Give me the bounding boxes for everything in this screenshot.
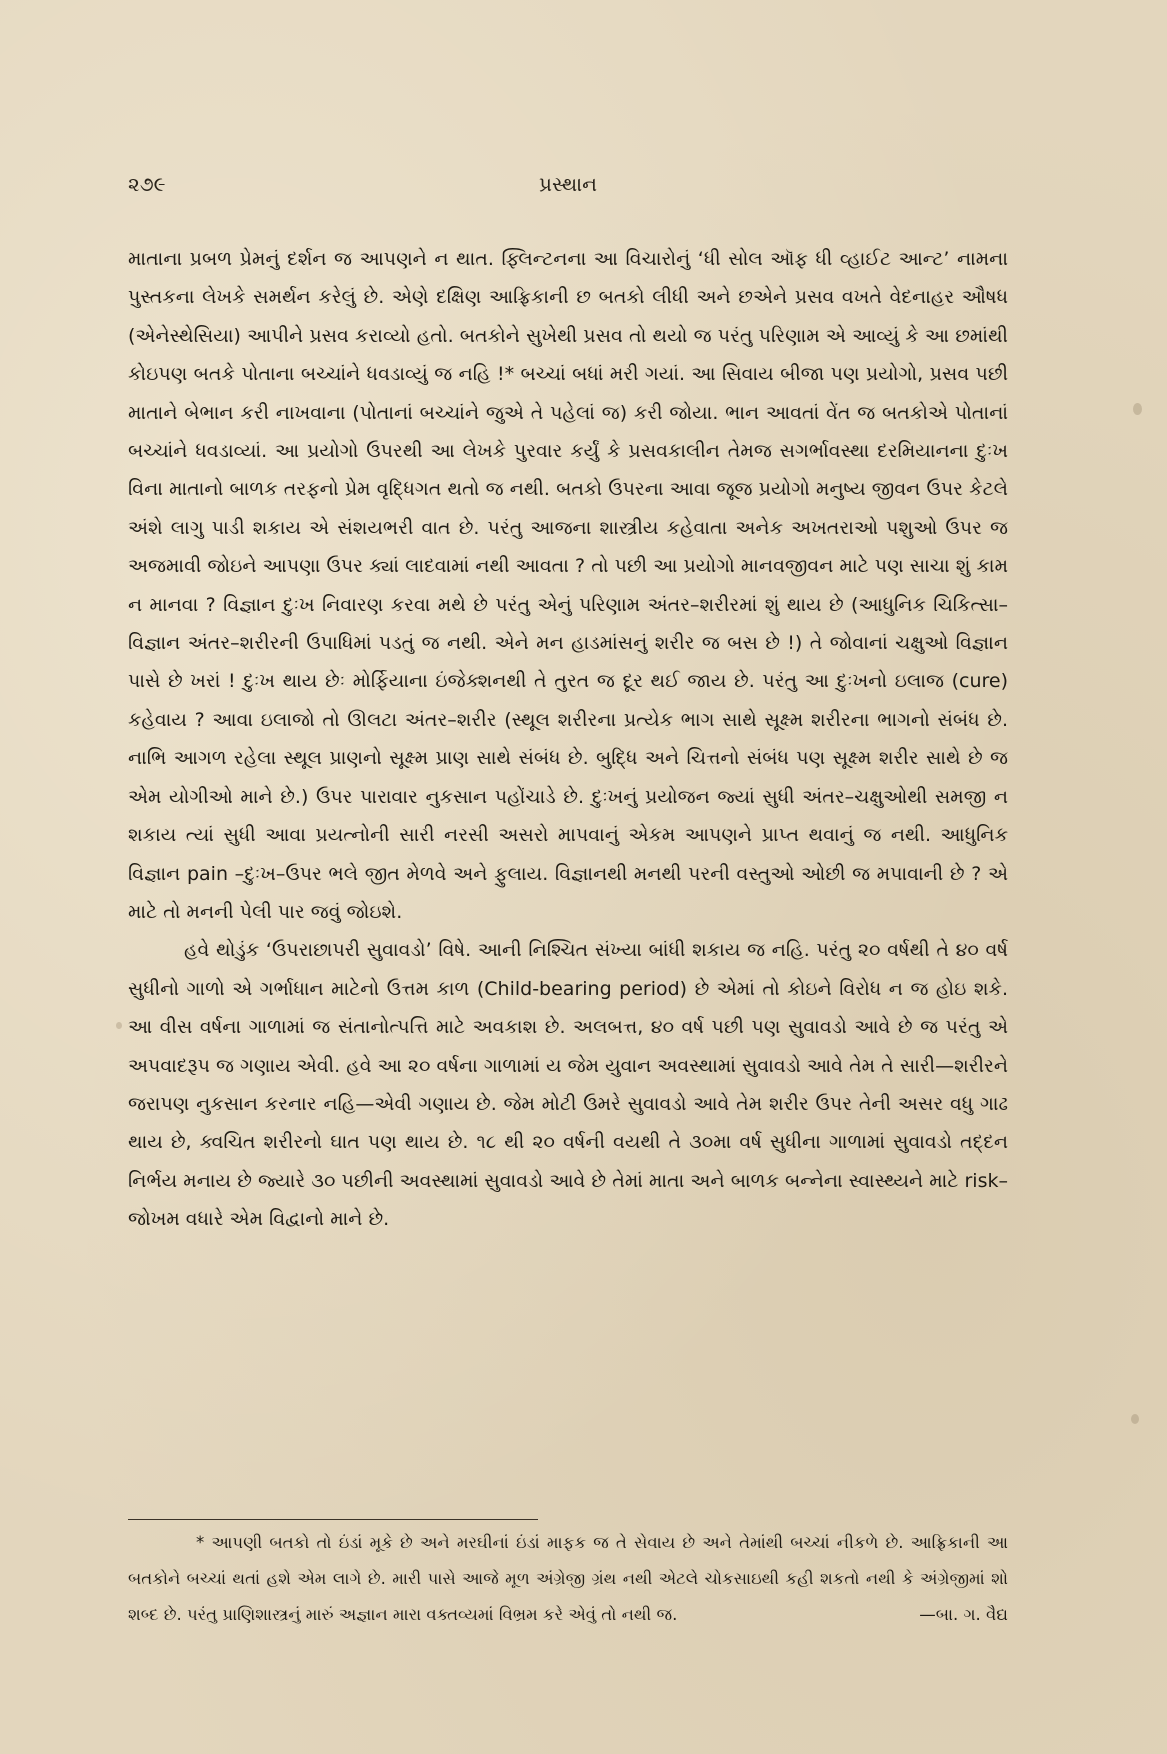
page-number: ૨૭૯ (128, 172, 166, 196)
paragraph: માતાના પ્રબળ પ્રેમનું દર્શન જ આપણને ન થાત. ફ્લિન્ટનના આ વિચારોનું ‘ધી સોલ ઑફ ધી વ્હાઈટ આન્ટ’ નામના પુસ્તકના લેખકે સમર્થન કરેલું છે. એણે દક્ષિણ આફ્રિકાની છ બતકો લીધી અને છએને પ્રસવ વખતે વેદનાહર ઔષધ (એનેસ્થેસિયા) આપીને પ્રસવ કરાવ્યો હતો. બતકોને સુખેથી પ્રસવ તો થયો જ પરંતુ પરિણામ એ આવ્યું કે આ છમાંથી કોઇપણ બતકે પોતાના બચ્ચાંને ધવડાવ્યું જ નહિ !* બચ્ચાં બધાં મરી ગયાં. આ સિવાય બીજા પણ પ્રયોગો, પ્રસવ પછી માતાને બેભાન કરી નાખવાના (પોતાનાં બચ્ચાંને જુએ તે પહેલાં જ) કરી જોયા. ભાન આવતાં વેંત જ બતકોએ પોતાનાં બચ્ચાંને ધવડાવ્યાં. આ પ્રયોગો ઉપરથી આ લેખકે પુરવાર કર્યું કે પ્રસવકાલીન તેમજ સગર્ભાવસ્થા દરમિયાનના દુઃખ વિના માતાનો બાળક તરફનો પ્રેમ વૃદ્ધિગત થતો જ નથી. બતકો ઉપરના આવા જૂજ પ્રયોગો મનુષ્ય જીવન ઉપર કેટલે અંશે લાગુ પાડી શકાય એ સંશયભરી વાત છે. પરંતુ આજના શાસ્ત્રીય કહેવાતા અનેક અખતરાઓ પશુઓ ઉપર જ અજમાવી જોઇને આપણા ઉપર ક્યાં લાદવામાં નથી આવતા ? તો પછી આ પ્રયોગો માનવજીવન માટે પણ સાચા શું કામ ન માનવા ? વિજ્ઞાન દુઃખ નિવારણ કરવા મથે છે પરંતુ એનું પરિણામ અંતર–શરીરમાં શું થાય છે (આધુનિક ચિકિત્સા–વિજ્ઞાન અંતર–શરીરની ઉપાધિમાં પડતું જ નથી. એને મન હાડમાંસનું શરીર જ બસ છે !) તે જોવાનાં ચક્ષુઓ વિજ્ઞાન પાસે છે ખરાં ! દુઃખ થાય છેઃ મોર્ફિયાના ઇંજેક્શનથી તે તુરત જ દૂર થઈ જાય છે. પરંતુ આ દુઃખનો ઇલાજ (cure) કહેવાય ? આવા ઇલાજો તો ઊલટા અંતર–શરીર (સ્થૂલ શરીરના પ્રત્યેક ભાગ સાથે સૂક્ષ્મ શરીરના ભાગનો સંબંધ છે. નાભિ આગળ રહેલા સ્થૂલ પ્રાણનો સૂક્ષ્મ પ્રાણ સાથે સંબંધ છે. બુદ્ધિ અને ચિત્તનો સંબંધ પણ સૂક્ષ્મ શરીર સાથે છે જ એમ યોગીઓ માને છે.) ઉપર પારાવાર નુકસાન પહોંચાડે છે. દુઃખનું પ્રયોજન જ્યાં સુધી અંતર–ચક્ષુઓથી સમજી ન શકાય ત્યાં સુધી આવા પ્રયત્નોની સારી નરસી અસરો માપવાનું એકમ આપણને પ્રાપ્ત થવાનું જ નથી. આધુનિક વિજ્ઞાન pain –દુઃખ–ઉપર ભલે જીત મેળવે અને ફુલાય. વિજ્ઞાનથી મનથી પરની વસ્તુઓ ઓછી જ મપાવાની છે ? એ માટે તો મનની પેલી પાર જવું જોઇશે. (128, 248, 1008, 923)
page-blemish (116, 1022, 122, 1029)
page-blemish (1131, 1414, 1139, 1424)
body-text (128, 240, 1008, 1239)
running-title: પ્રસ્થાન (538, 172, 598, 196)
footnote-divider (128, 1519, 538, 1520)
footnote (128, 1525, 1008, 1632)
running-head (128, 172, 1008, 202)
footnote-signature: —બા. ગ. વૈદ્ય (919, 1604, 1008, 1624)
page-blemish (1133, 403, 1142, 415)
footnote-text: * આપણી બતકો તો ઇંડાં મૂકે છે અને મરઘીનાં ઇંડાં માફક જ તે સેવાય છે અને તેમાંથી બચ્ચાં નીકળે છે. આફ્રિકાની આ બતકોને બચ્ચાં થતાં હશે એમ લાગે છે. મારી પાસે આજે મૂળ અંગ્રેજી ગ્રંથ નથી એટલે ચોકસાઇથી કહી શકતો નથી કે અંગ્રેજીમાં શો શબ્દ છે. પરંતુ પ્રાણિશાસ્ત્રનું મારું અજ્ઞાન મારા વક્તવ્યમાં વિભ્રમ કરે એવું તો નથી જ. (128, 1533, 1008, 1624)
paragraph: હવે થોડુંક ‘ઉપરાછાપરી સુવાવડો’ વિષે. આની નિશ્ચિત સંખ્યા બાંધી શકાય જ નહિ. પરંતુ ૨૦ વર્ષથી તે ૪૦ વર્ષ સુધીનો ગાળો એ ગર્ભાધાન માટેનો ઉત્તમ કાળ (Child-bearing period) છે એમાં તો કોઇને વિરોધ ન જ હોઇ શકે. આ વીસ વર્ષના ગાળામાં જ સંતાનોત્પત્તિ માટે અવકાશ છે. અલબત્ત, ૪૦ વર્ષ પછી પણ સુવાવડો આવે છે જ પરંતુ એ અપવાદરૂપ જ ગણાય એવી. હવે આ ૨૦ વર્ષના ગાળામાં ય જેમ યુવાન અવસ્થામાં સુવાવડો આવે તેમ તે સારી—શરીરને જરાપણ નુકસાન કરનાર નહિ—એવી ગણાય છે. જેમ મોટી ઉમરે સુવાવડો આવે તેમ શરીર ઉપર તેની અસર વધુ ગાઢ થાય છે, ક્વચિત શરીરનો ઘાત પણ થાય છે. ૧૮ થી ૨૦ વર્ષની વયથી તે ૩૦મા વર્ષ સુધીના ગાળામાં સુવાવડો તદ્દન નિર્ભય મનાય છે જ્યારે ૩૦ પછીની અવસ્થામાં સુવાવડો આવે છે તેમાં માતા અને બાળક બન્નેના સ્વાસ્થ્યને માટે risk–જોખમ વધારે એમ વિદ્વાનો માને છે. (128, 939, 1008, 1231)
